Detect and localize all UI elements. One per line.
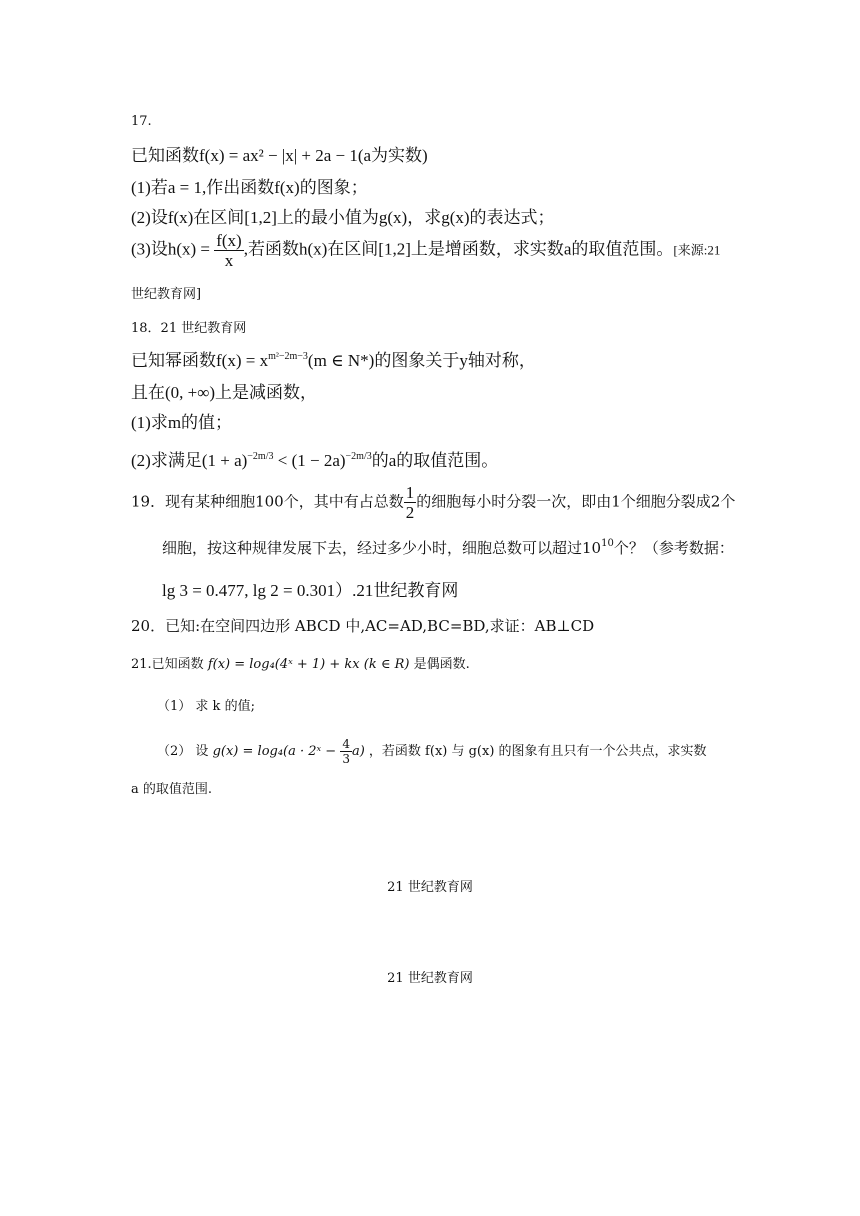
q21-suffix: 是偶函数. — [413, 657, 470, 672]
q21-fraction-denominator: 3 — [342, 752, 350, 766]
q18-part2-exponent1: −2m/3 — [247, 451, 274, 462]
q21-part2-label: （2） — [157, 744, 192, 759]
q21-part2-text: 设 — [195, 744, 209, 759]
q19-line2-prefix: 细胞，按这种规律发展下去，经过多少小时，细胞总数可以超过10 — [162, 539, 602, 557]
q21-part1 — [157, 695, 255, 714]
footer-watermark-2: 21 世纪教育网 — [387, 971, 473, 986]
q18-stem-suffix: (m ∈ N*)的图象关于y轴对称， — [307, 351, 536, 370]
q21-part2-end: a 的取值范围. — [131, 782, 213, 797]
q19-line1-prefix: 19．现有某种细胞100个，其中有占总数 — [131, 492, 404, 511]
q21-stem — [131, 653, 470, 672]
q19-fraction — [404, 484, 417, 521]
q21-prefix: 21.已知函数 — [131, 657, 204, 672]
q18-stem — [131, 346, 536, 371]
q20-text: 20．已知:在空间四边形 ABCD 中,AC=AD,BC=BD,求证：AB⊥CD — [131, 617, 595, 635]
q18-stem-prefix: 已知幂函数f(x) = x — [131, 351, 269, 370]
q19-fraction-numerator: 1 — [405, 483, 415, 502]
q18-part2 — [131, 446, 498, 471]
q21-part2 — [157, 738, 707, 765]
q18-header: 18．21 世纪教育网 — [131, 321, 247, 336]
q19-line2-exponent: 10 — [601, 538, 614, 549]
q18-part1: (1)求m的值； — [131, 413, 233, 432]
q21-part2-formula-b: a) — [351, 744, 365, 759]
q17-stem: 已知函数f(x) = ax² − |x| + 2a − 1(a为实数) — [131, 146, 428, 165]
q17-source: [来源:21 — [673, 242, 721, 258]
q21-fraction-numerator: 4 — [342, 737, 350, 751]
q18-line2: 且在(0, +∞)上是减函数， — [131, 383, 318, 402]
q17-fraction-numerator: f(x) — [216, 231, 242, 250]
q21-part2-formula-a: g(x) = log₄(a · 2ˣ − — [212, 744, 341, 759]
q19-line2-suffix: 个？（参考数据： — [613, 539, 734, 557]
q17-part1: (1)若a = 1,作出函数f(x)的图象； — [131, 178, 368, 197]
q21-part1-label: （1） — [157, 699, 192, 714]
q19-line1 — [131, 484, 735, 521]
q17-number: 17. — [131, 114, 152, 129]
q21-part2-mid: ，若函数 f(x) 与 g(x) 的图象有且只有一个公共点，求实数 — [368, 744, 707, 759]
q18-stem-exponent: m²−2m−3 — [268, 351, 308, 362]
q18-part2-suffix: 的a的取值范围。 — [371, 451, 499, 470]
q17-part3-suffix: ,若函数h(x)在区间[1,2]上是增函数，求实数a的取值范围。 — [243, 239, 674, 259]
q19-line2 — [162, 537, 734, 558]
q17-part3-fraction — [214, 232, 243, 269]
q17-part3 — [131, 232, 720, 269]
q19-line3: lg 3 = 0.477, lg 2 = 0.301）.21世纪教育网 — [162, 581, 459, 600]
q18-part2-mid: < (1 − 2a) — [273, 451, 346, 470]
q18-part2-exponent2: −2m/3 — [345, 451, 372, 462]
q17-source-cont: 世纪教育网] — [131, 287, 202, 302]
q19-fraction-denominator: 2 — [405, 503, 415, 522]
q19-line1-suffix: 的细胞每小时分裂一次，即由1个细胞分裂成2个 — [416, 492, 736, 511]
q17-fraction-denominator: x — [224, 251, 234, 270]
q21-part2-fraction — [340, 738, 352, 765]
q18-part2-prefix: (2)求满足(1 + a) — [131, 451, 248, 470]
q21-part1-text: 求 k 的值; — [195, 699, 255, 714]
q17-part3-prefix: (3)设h(x) = — [131, 239, 215, 259]
q21-formula: f(x) = log₄(4ˣ + 1) + kx (k ∈ R) — [207, 657, 410, 672]
footer-watermark-1: 21 世纪教育网 — [387, 880, 473, 895]
q17-part2: (2)设f(x)在区间[1,2]上的最小值为g(x)，求g(x)的表达式； — [131, 208, 555, 227]
